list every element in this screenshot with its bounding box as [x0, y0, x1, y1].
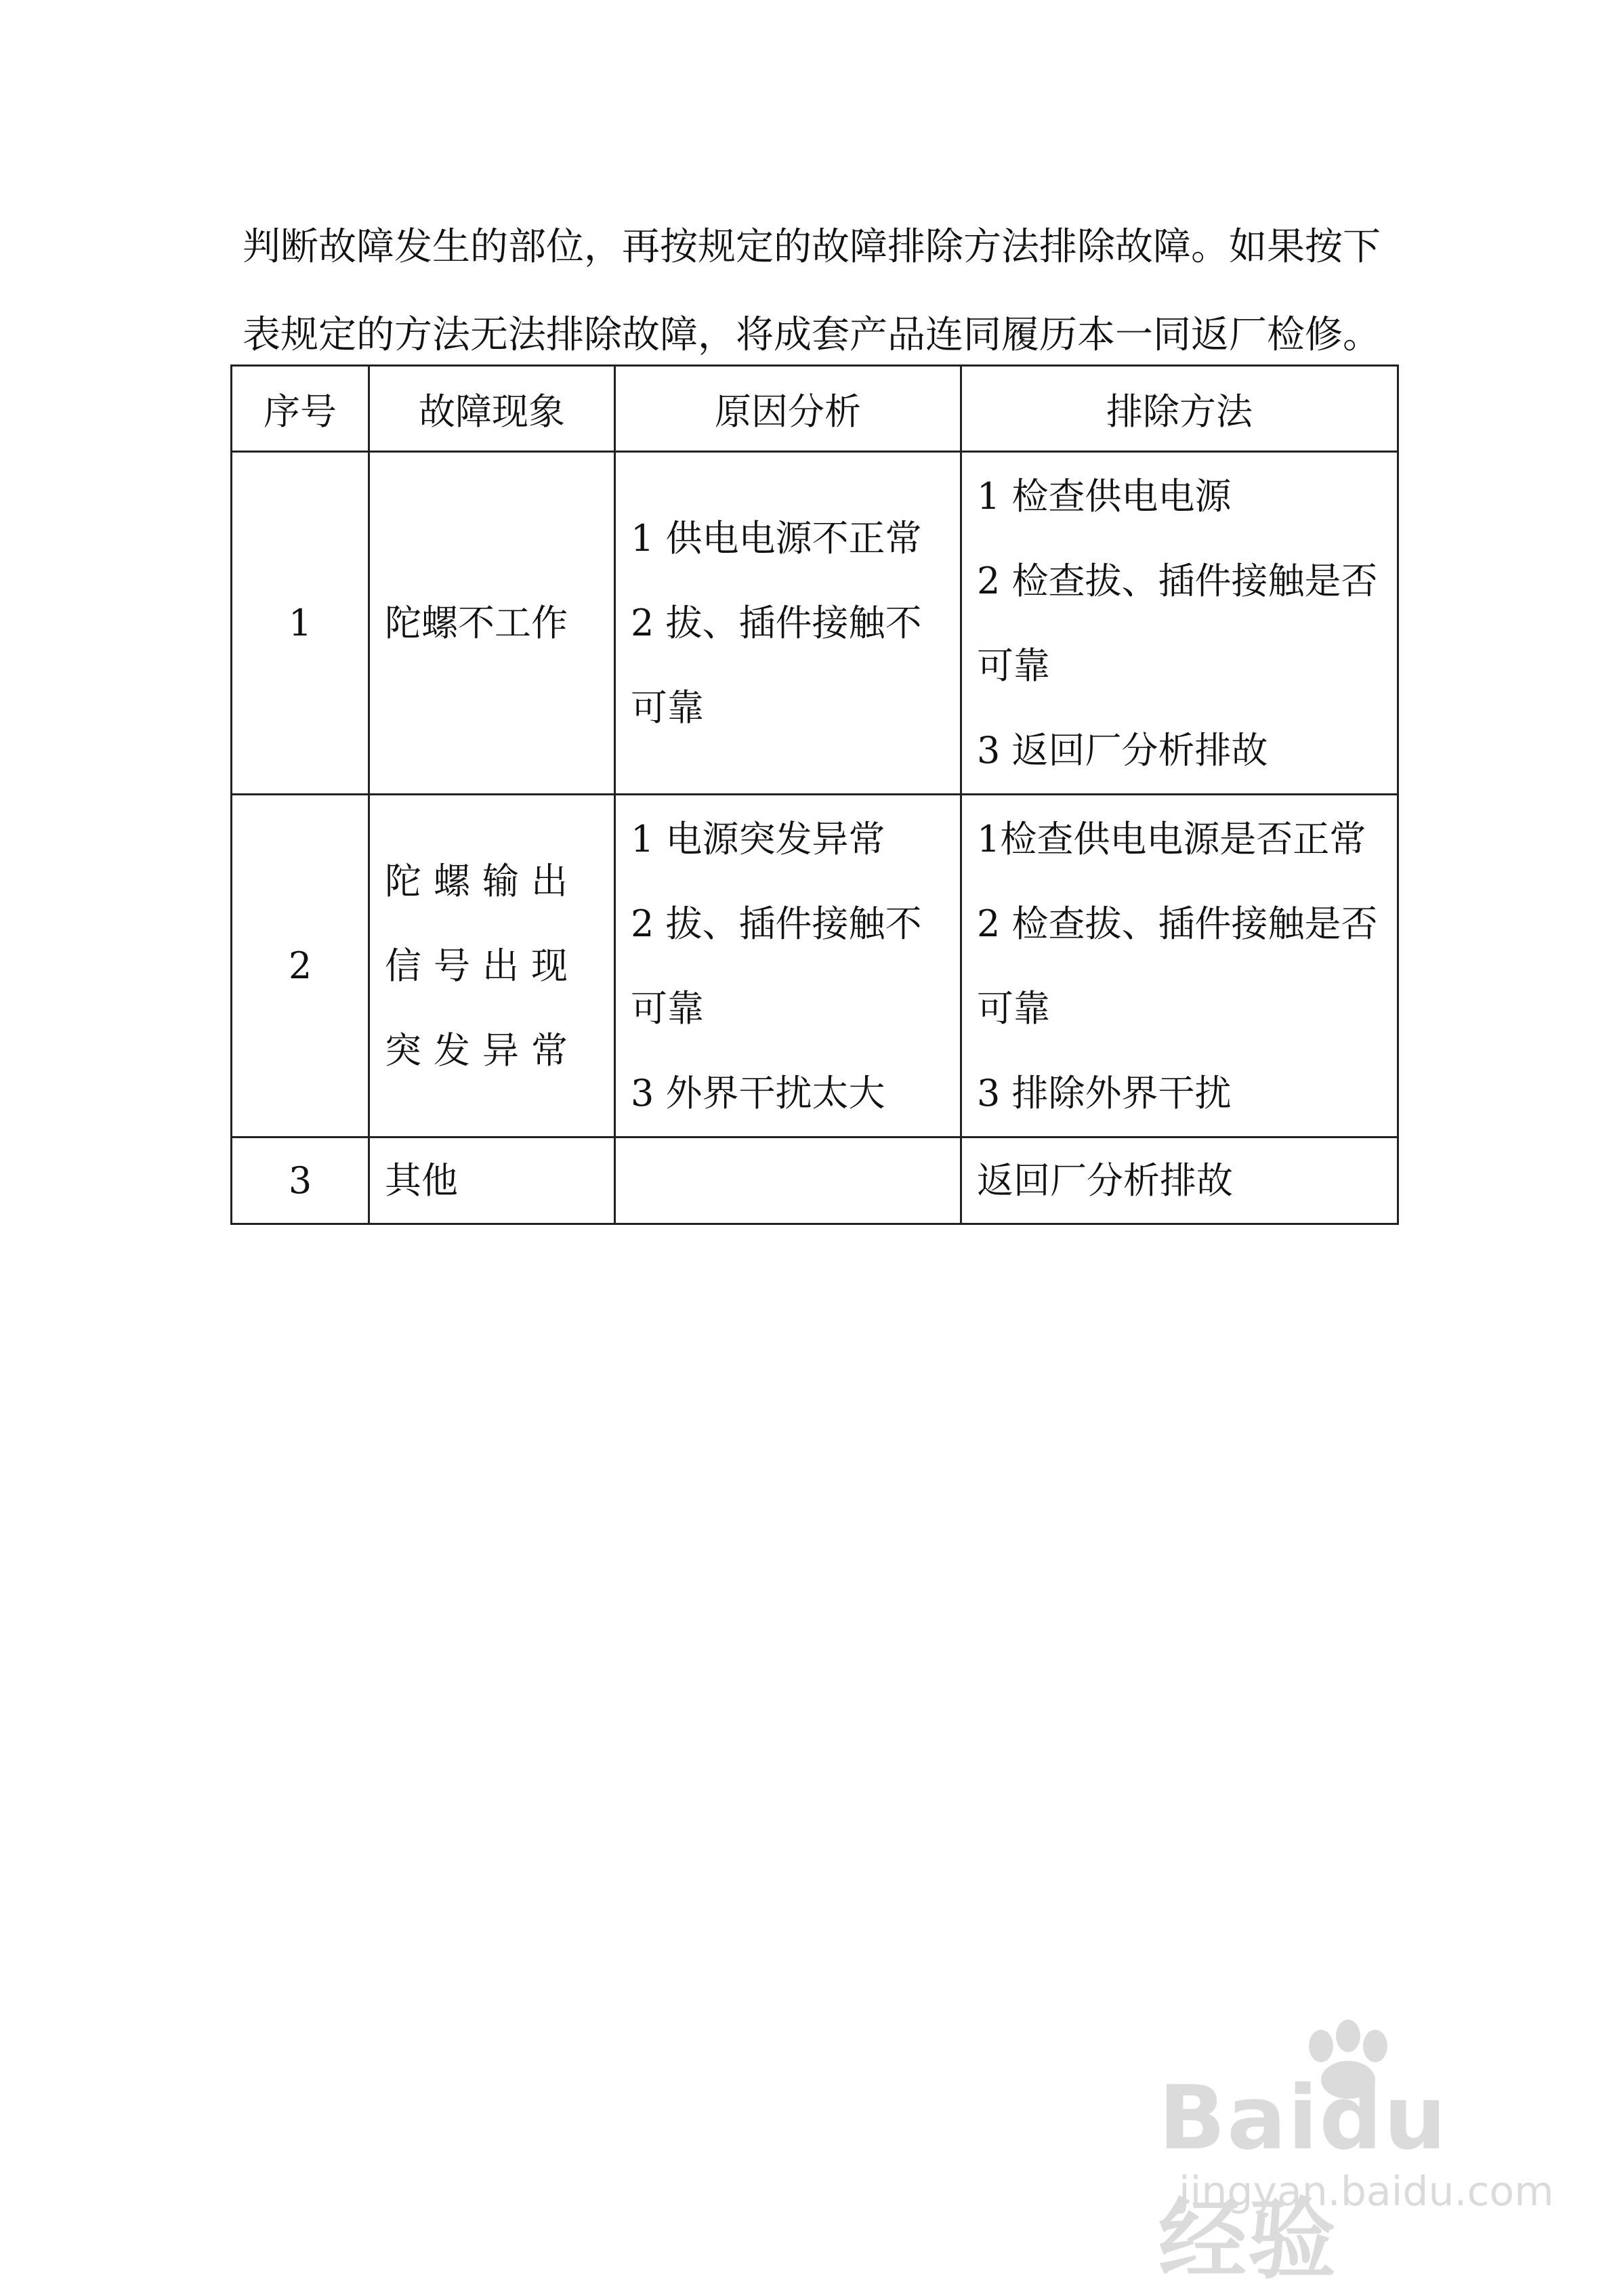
row-no-cell: 1 [232, 452, 369, 795]
remedy-line: 可靠 [977, 644, 1050, 687]
symptom-text: 陀螺不工作 [385, 602, 568, 644]
remedy-line: 2 检查拔、插件接触是否 [977, 902, 1378, 945]
row-no-cell: 2 [232, 795, 369, 1137]
symptom-text: 其他 [385, 1159, 458, 1202]
intro-line-2: 表规定的方法无法排除故障，将成套产品连同履历本一同返厂检修。 [243, 313, 1381, 357]
cause-line: 2 拔、插件接触不 [631, 902, 922, 945]
symptom-cell [369, 795, 615, 1137]
cause-line: 1 供电电源不正常 [631, 517, 922, 560]
remedy-line: 1检查供电电源是否正常 [977, 817, 1366, 860]
remedy-line: 3 排除外界干扰 [977, 1071, 1232, 1114]
cause-line: 2 拔、插件接触不 [631, 602, 922, 644]
table-header-row [232, 366, 1398, 452]
row-no-cell: 3 [232, 1137, 369, 1224]
table-row [232, 795, 1398, 1137]
remedy-line: 返回厂分析排故 [977, 1159, 1233, 1202]
intro-line-1: 判断故障发生的部位，再按规定的故障排除方法排除故障。如果按下 [243, 225, 1381, 269]
cause-cell [615, 452, 961, 795]
remedy-line: 3 返回厂分析排故 [977, 728, 1268, 772]
fault-table [230, 364, 1399, 1225]
cause-line: 3 外界干扰太大 [631, 1071, 885, 1114]
baidu-watermark [1152, 2019, 1554, 2291]
cause-line: 可靠 [631, 686, 704, 729]
watermark-brand: Baidu经验 [1158, 2066, 1448, 2291]
remedy-line: 可靠 [977, 986, 1050, 1030]
symptom-cell [369, 452, 615, 795]
watermark-url: jingyan.baidu.com [1179, 2168, 1554, 2215]
remedy-line: 1 检查供电电源 [977, 474, 1232, 518]
header-cause: 原因分析 [615, 366, 961, 452]
table-row [232, 1137, 1398, 1224]
remedy-cell [961, 795, 1398, 1137]
header-symptom: 故障现象 [369, 366, 615, 452]
cause-line: 1 电源突发异常 [631, 817, 885, 860]
cause-line: 可靠 [631, 986, 704, 1030]
symptom-text: 陀螺输出信号出现突发异常 [385, 860, 580, 1072]
table-row [232, 452, 1398, 795]
symptom-cell [369, 1137, 615, 1224]
cause-cell [615, 1137, 961, 1224]
cause-cell [615, 795, 961, 1137]
header-no: 序号 [232, 366, 369, 452]
header-remedy: 排除方法 [961, 366, 1398, 452]
remedy-line: 2 检查拔、插件接触是否 [977, 559, 1378, 602]
remedy-cell [961, 1137, 1398, 1224]
remedy-cell [961, 452, 1398, 795]
intro-paragraph [243, 203, 1408, 379]
